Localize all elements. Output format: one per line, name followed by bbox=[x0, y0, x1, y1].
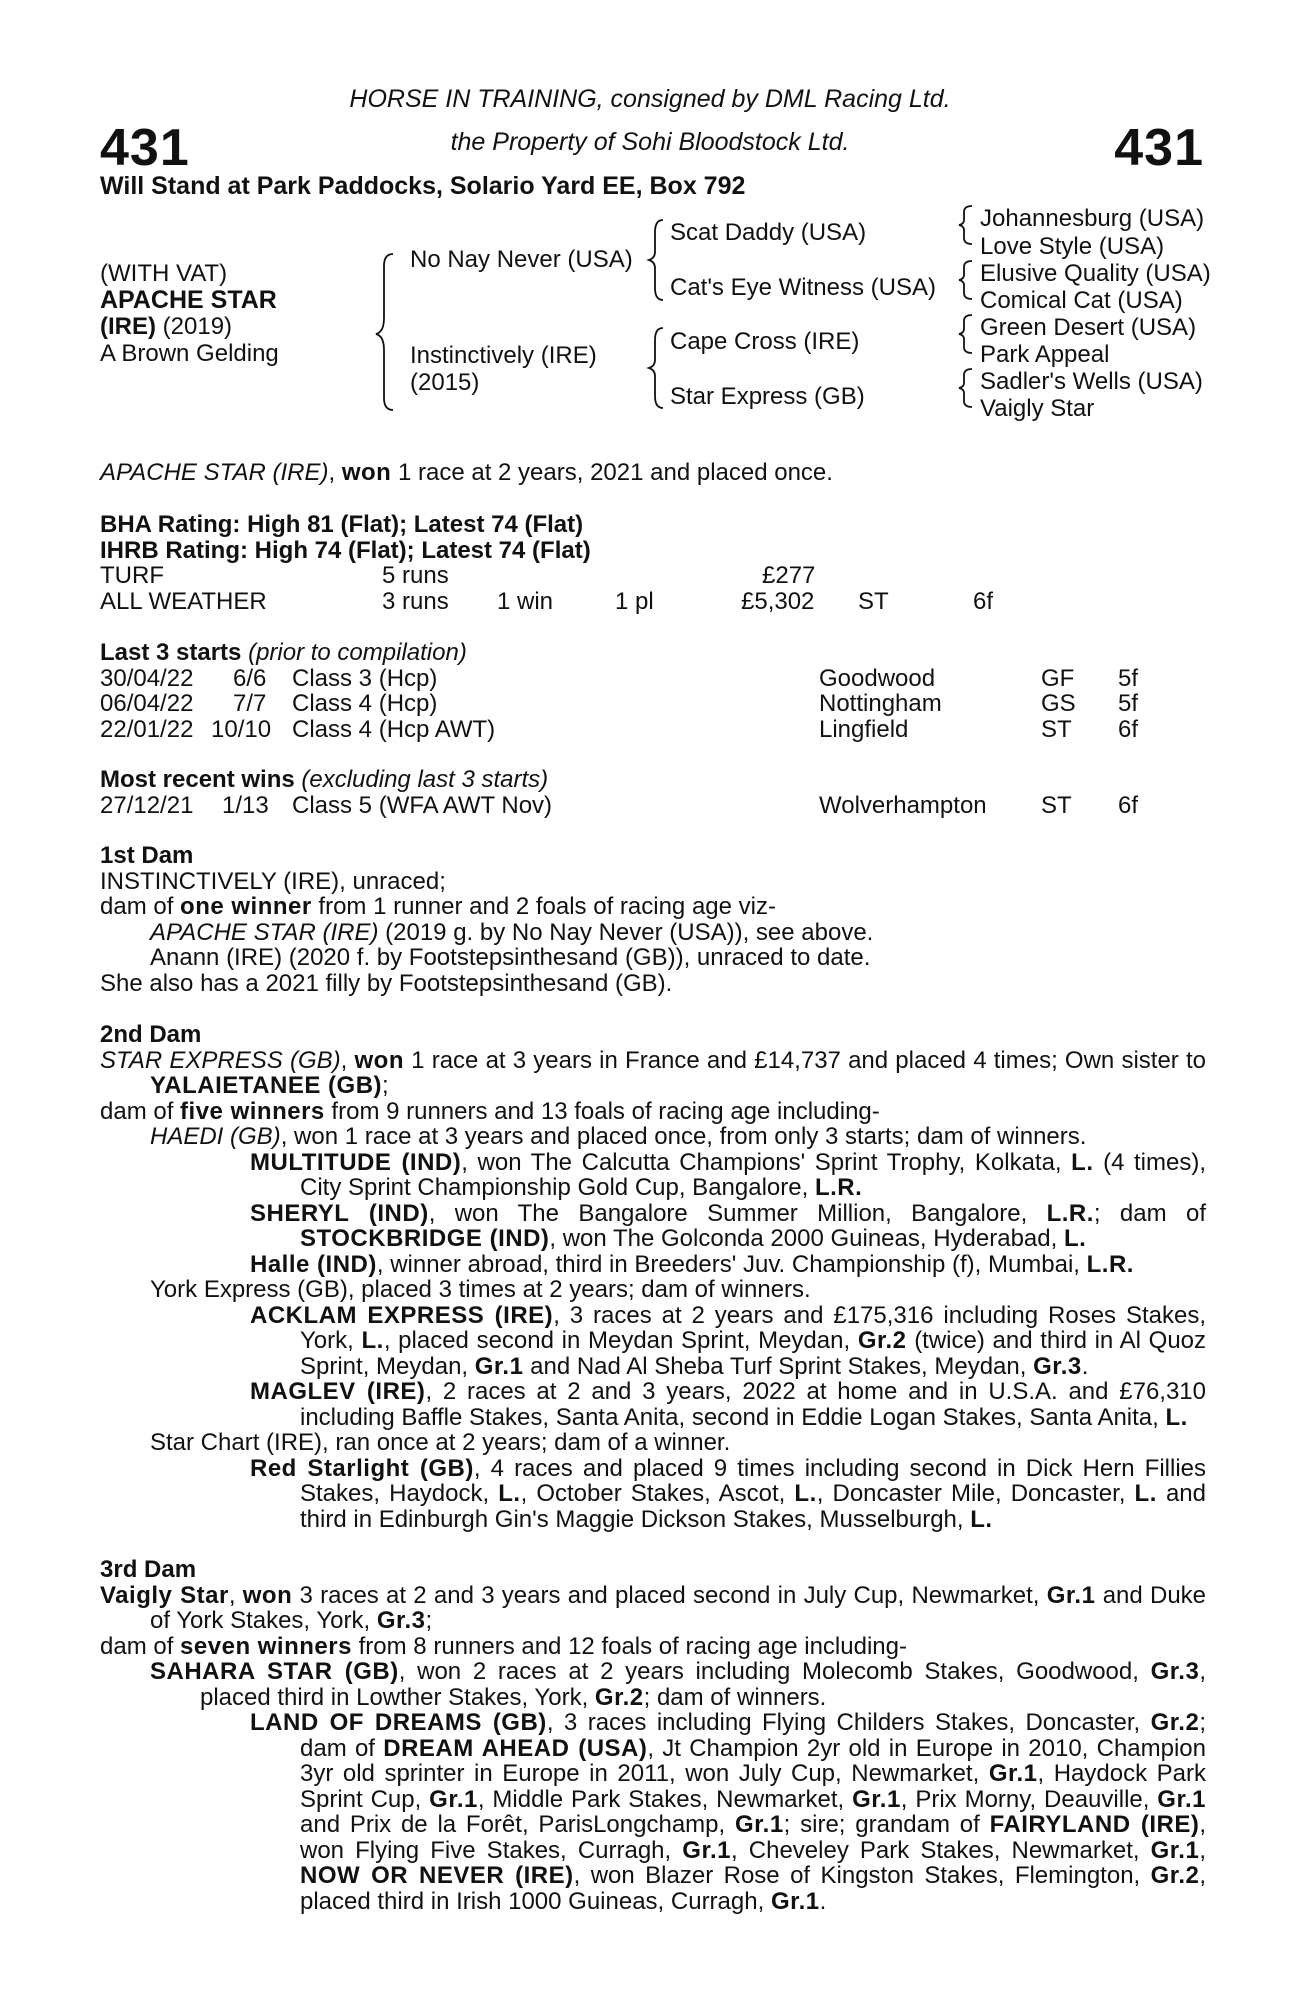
text: 3 races at 2 and 3 years and placed second in July Cup, Newmarket, bbox=[292, 1581, 1047, 1609]
race-grade: Gr.3 bbox=[1033, 1352, 1082, 1380]
win-going: ST bbox=[1041, 791, 1072, 819]
winner-count: five winners bbox=[180, 1097, 325, 1125]
text: and Prix de la Forêt, ParisLongchamp, bbox=[300, 1811, 735, 1838]
text: . bbox=[1081, 1352, 1089, 1380]
third-dam-section bbox=[100, 1557, 1206, 1914]
lot-number-left: 431 bbox=[100, 119, 190, 177]
record-going: ST bbox=[858, 587, 889, 615]
text: from 1 runner and 2 foals of racing age viz- bbox=[311, 893, 776, 920]
stand-location: Will Stand at Park Paddocks, Solario Yard EE, Box 792 bbox=[100, 172, 746, 200]
start-distance: 6f bbox=[1118, 715, 1139, 743]
start-distance: 5f bbox=[1118, 664, 1139, 692]
text: , bbox=[340, 1046, 355, 1074]
produce-detail: , won 1 race at 3 years and placed once, from only 3 starts; dam of winners. bbox=[280, 1123, 1087, 1150]
start-row bbox=[100, 666, 1206, 692]
text: , 3 races at 2 years and £175,316 including Roses Stakes, York, bbox=[300, 1301, 1207, 1354]
text: from 8 runners and 12 foals of racing age including- bbox=[351, 1632, 907, 1660]
last-starts bbox=[100, 640, 1206, 742]
text: (4 times), City Sprint Championship Gold Cup, Bangalore, bbox=[300, 1148, 1206, 1201]
race-grade: Gr.1 bbox=[429, 1785, 478, 1813]
pedigree-gen3-1: Johannesburg (USA) bbox=[980, 205, 1205, 232]
race-grade: Gr.2 bbox=[594, 1683, 644, 1711]
race-grade: Gr.1 bbox=[474, 1352, 524, 1380]
produce-name: Red Starlight (GB) bbox=[250, 1454, 474, 1482]
text: , won Flying Five Stakes, Curragh, bbox=[300, 1811, 1206, 1864]
win-distance: 6f bbox=[1118, 791, 1139, 819]
first-dam-produce bbox=[100, 894, 1206, 920]
race-grade: L. bbox=[498, 1480, 521, 1507]
produce-anann: Anann (IRE) (2020 f. by Footstepsinthesand (GB)), unraced to date. bbox=[150, 944, 871, 971]
race-summary: APACHE STAR (IRE), won 1 race at 2 years, 2021 and placed once. bbox=[100, 459, 833, 486]
pedigree-dam: Instinctively (IRE) bbox=[410, 342, 597, 369]
produce-name: MAGLEV (IRE) bbox=[250, 1378, 426, 1405]
consignment-line: HORSE IN TRAINING, consigned by DML Racing Ltd. bbox=[349, 85, 951, 113]
text: , won The Calcutta Champions' Sprint Trophy, Kolkata, bbox=[461, 1148, 1072, 1176]
record-wins: 1 win bbox=[497, 587, 554, 615]
start-position: 7/7 bbox=[233, 690, 267, 717]
start-going: ST bbox=[1041, 715, 1072, 743]
race-grade: L. bbox=[794, 1480, 817, 1507]
pedigree-sire-sire: Scat Daddy (USA) bbox=[670, 219, 867, 246]
produce-york-express: York Express (GB), placed 3 times at 2 years; dam of winners. bbox=[150, 1276, 811, 1303]
race-grade: Gr.3 bbox=[376, 1607, 426, 1634]
summary-won: won bbox=[341, 459, 392, 486]
win-date: 27/12/21 bbox=[100, 791, 194, 819]
first-dam-note: She also has a 2021 filly by Footstepsinthesand (GB). bbox=[100, 969, 673, 997]
record-runs: 5 runs bbox=[382, 562, 449, 589]
horse-name: APACHE STAR bbox=[100, 286, 277, 314]
record-surface: ALL WEATHER bbox=[100, 587, 267, 615]
text: (twice) and third in Al Quoz Sprint, Meydan, bbox=[300, 1327, 1207, 1380]
text: ; bbox=[425, 1607, 433, 1634]
pedigree-dam-dam: Star Express (GB) bbox=[670, 383, 865, 410]
record-distance: 6f bbox=[973, 587, 994, 615]
start-date: 06/04/22 bbox=[100, 690, 194, 717]
lot-number-right: 431 bbox=[1114, 119, 1204, 177]
start-row bbox=[100, 691, 1206, 717]
race-grade: Gr.1 bbox=[682, 1836, 731, 1864]
race-grade: L. bbox=[1063, 1225, 1087, 1252]
second-dam-heading: 2nd Dam bbox=[100, 1021, 202, 1048]
produce-name: STOCKBRIDGE (IND) bbox=[300, 1225, 550, 1252]
start-date: 22/01/22 bbox=[100, 715, 194, 743]
dam-name: Vaigly Star bbox=[100, 1581, 229, 1609]
win-class: Class 5 (WFA AWT Nov) bbox=[292, 791, 553, 819]
last-starts-heading: Last 3 starts bbox=[100, 639, 242, 666]
text: 1 race at 3 years in France and £14,737 and placed 4 times; Own sister to bbox=[404, 1046, 1206, 1074]
produce-acklam-express bbox=[100, 1303, 1206, 1380]
first-dam-section bbox=[100, 843, 1206, 996]
pedigree-gen3-7: Sadler's Wells (USA) bbox=[980, 368, 1203, 395]
sibling-name: YALAIETANEE (GB) bbox=[150, 1072, 383, 1099]
produce-haedi bbox=[100, 1124, 1206, 1150]
won-label: won bbox=[242, 1581, 293, 1609]
produce-name: SHERYL (IND) bbox=[250, 1199, 429, 1227]
property-line: the Property of Sohi Bloodstock Ltd. bbox=[450, 128, 850, 156]
produce-name: FAIRYLAND (IRE) bbox=[989, 1811, 1200, 1838]
third-dam-text bbox=[100, 1583, 1206, 1634]
race-grade: Gr.2 bbox=[1150, 1862, 1200, 1889]
produce-name: ACKLAM EXPRESS (IRE) bbox=[250, 1301, 554, 1329]
produce-halle bbox=[100, 1252, 1206, 1278]
summary-horse-name: APACHE STAR (IRE) bbox=[100, 459, 329, 486]
pedigree-gen3-2: Love Style (USA) bbox=[980, 233, 1165, 260]
text: and third in Edinburgh Gin's Maggie Dickson Stakes, Musselburgh, bbox=[300, 1480, 1207, 1533]
race-grade: Gr.2 bbox=[1150, 1709, 1200, 1736]
race-grade: L. bbox=[1071, 1148, 1094, 1176]
text: , placed third in Lowther Stakes, York, bbox=[200, 1658, 1206, 1711]
recent-wins-heading: Most recent wins bbox=[100, 766, 295, 793]
start-position: 10/10 bbox=[211, 715, 272, 743]
start-going: GS bbox=[1041, 690, 1076, 717]
pedigree-gen3-6: Park Appeal bbox=[980, 341, 1110, 368]
text: dam of bbox=[100, 1097, 181, 1125]
produce-sahara-star bbox=[100, 1659, 1206, 1710]
start-course: Lingfield bbox=[819, 715, 909, 743]
pedigree-dam-sire: Cape Cross (IRE) bbox=[670, 328, 860, 355]
text: , won The Bangalore Summer Million, Bangalore, bbox=[428, 1199, 1047, 1227]
race-grade: L. bbox=[1134, 1480, 1157, 1507]
produce-star-chart: Star Chart (IRE), ran once at 2 years; dam of a winner. bbox=[150, 1429, 731, 1456]
produce-apache-star bbox=[100, 920, 1206, 946]
dam-name: STAR EXPRESS (GB) bbox=[100, 1046, 341, 1074]
text: , placed third in Irish 1000 Guineas, Curragh, bbox=[300, 1862, 1207, 1915]
produce-name: HAEDI (GB) bbox=[150, 1123, 281, 1150]
race-grade: Gr.1 bbox=[734, 1811, 784, 1838]
text: ; dam of bbox=[300, 1709, 1206, 1762]
start-course: Nottingham bbox=[819, 690, 942, 717]
start-class: Class 3 (Hcp) bbox=[292, 664, 438, 692]
text: , Middle Park Stakes, Newmarket, bbox=[477, 1785, 853, 1813]
text: , placed second in Meydan Sprint, Meydan, bbox=[383, 1327, 858, 1354]
horse-description: A Brown Gelding bbox=[100, 340, 279, 367]
race-grade: L.R. bbox=[1046, 1199, 1094, 1227]
text: and Duke of York Stakes, York, bbox=[150, 1581, 1207, 1634]
race-grade: Gr.1 bbox=[1046, 1581, 1096, 1609]
text: , 4 races and placed 9 times including second in Dick Hern Fillies Stakes, Haydock, bbox=[300, 1454, 1206, 1507]
horse-year: (2019) bbox=[156, 313, 233, 340]
text: ; bbox=[382, 1072, 389, 1099]
recent-wins bbox=[100, 767, 1206, 818]
record-earnings: £5,302 bbox=[741, 587, 815, 615]
produce-name: Halle (IND) bbox=[250, 1250, 377, 1278]
text: , Cheveley Park Stakes, Newmarket, bbox=[731, 1836, 1151, 1864]
record-row-all-weather bbox=[100, 589, 1206, 615]
win-position: 1/13 bbox=[222, 791, 269, 819]
text: , October Stakes, Ascot, bbox=[520, 1480, 795, 1507]
produce-name: SAHARA STAR (GB) bbox=[150, 1658, 399, 1685]
pedigree-gen3-4: Comical Cat (USA) bbox=[980, 287, 1183, 314]
text: , 3 races including Flying Childers Stakes, Doncaster, bbox=[546, 1709, 1151, 1736]
first-dam-heading: 1st Dam bbox=[100, 842, 194, 869]
race-grade: Gr.1 bbox=[1150, 1836, 1200, 1864]
third-dam-produce bbox=[100, 1634, 1206, 1660]
produce-name: MULTITUDE (IND) bbox=[250, 1148, 462, 1176]
race-grade: Gr.1 bbox=[852, 1785, 901, 1813]
pedigree-sire-dam: Cat's Eye Witness (USA) bbox=[670, 274, 936, 301]
record-surface: TURF bbox=[100, 562, 164, 589]
second-dam-produce bbox=[100, 1099, 1206, 1125]
bha-rating: BHA Rating: High 81 (Flat); Latest 74 (Flat) bbox=[100, 511, 584, 538]
produce-red-starlight bbox=[100, 1456, 1206, 1533]
produce-maglev bbox=[100, 1379, 1206, 1430]
produce-name: APACHE STAR (IRE) bbox=[150, 918, 379, 946]
race-grade: L.R. bbox=[1086, 1250, 1134, 1278]
ihrb-rating: IHRB Rating: High 74 (Flat); Latest 74 (Flat) bbox=[100, 536, 591, 564]
record-placed: 1 pl bbox=[615, 587, 654, 615]
produce-detail: (2019 g. by No Nay Never (USA)), see above. bbox=[378, 918, 874, 946]
third-dam-heading: 3rd Dam bbox=[100, 1556, 197, 1583]
race-grade: Gr.1 bbox=[770, 1887, 820, 1915]
text: dam of bbox=[100, 893, 181, 920]
race-grade: L. bbox=[1165, 1403, 1188, 1431]
race-grade: L. bbox=[361, 1327, 384, 1354]
record-earnings: £277 bbox=[762, 562, 816, 589]
text: , 2 races at 2 and 3 years, 2022 at home and in U.S.A. and £76,310 including Baffle Stakes, Santa Anita, second in Eddie Logan Stakes, Santa Anita, bbox=[300, 1378, 1207, 1431]
pedigree-dam-year: (2015) bbox=[410, 369, 480, 396]
produce-land-of-dreams bbox=[100, 1710, 1206, 1914]
pedigree-gen3-3: Elusive Quality (USA) bbox=[980, 260, 1211, 287]
text: dam of bbox=[100, 1632, 181, 1660]
race-grade: Gr.1 bbox=[988, 1760, 1038, 1787]
text: . bbox=[819, 1887, 827, 1915]
start-class: Class 4 (Hcp) bbox=[292, 690, 438, 717]
text: from 9 runners and 13 foals of racing age including- bbox=[324, 1097, 880, 1125]
start-date: 30/04/22 bbox=[100, 664, 194, 692]
text: ; dam of winners. bbox=[643, 1683, 827, 1711]
winner-count: one winner bbox=[180, 893, 312, 920]
start-position: 6/6 bbox=[233, 664, 267, 692]
pedigree-gen3-8: Vaigly Star bbox=[980, 395, 1095, 422]
text: , Doncaster Mile, Doncaster, bbox=[816, 1480, 1135, 1507]
win-course: Wolverhampton bbox=[819, 791, 987, 819]
text: , won 2 races at 2 years including Molecomb Stakes, Goodwood, bbox=[398, 1658, 1151, 1685]
record-row-turf bbox=[100, 563, 1206, 589]
record-runs: 3 runs bbox=[382, 587, 449, 615]
won-label: won bbox=[354, 1046, 404, 1074]
start-class: Class 4 (Hcp AWT) bbox=[292, 715, 496, 743]
text: , won Blazer Rose of Kingston Stakes, Flemington, bbox=[573, 1862, 1151, 1889]
text: , Haydock Park Sprint Cup, bbox=[300, 1760, 1206, 1813]
text: , bbox=[228, 1581, 243, 1609]
start-course: Goodwood bbox=[819, 664, 936, 692]
text: , Jt Champion 2yr old in Europe in 2010, Champion 3yr old sprinter in Europe in 2011, won July Cup, Newmarket, bbox=[300, 1734, 1207, 1787]
ratings-record bbox=[100, 512, 1206, 614]
vat-status: (WITH VAT) bbox=[100, 260, 228, 287]
text: , won The Golconda 2000 Guineas, Hyderabad, bbox=[549, 1225, 1064, 1252]
winner-count: seven winners bbox=[180, 1632, 352, 1660]
produce-name: DREAM AHEAD (USA) bbox=[383, 1734, 648, 1762]
start-going: GF bbox=[1041, 664, 1075, 692]
pedigree-sire: No Nay Never (USA) bbox=[410, 246, 633, 273]
text: and Nad Al Sheba Turf Sprint Stakes, Meydan, bbox=[523, 1352, 1034, 1380]
last-starts-note: (prior to compilation) bbox=[241, 639, 467, 666]
produce-name: NOW OR NEVER (IRE) bbox=[300, 1862, 574, 1889]
second-dam-text bbox=[100, 1048, 1206, 1099]
start-distance: 5f bbox=[1118, 690, 1139, 717]
race-grade: Gr.1 bbox=[1157, 1785, 1206, 1813]
race-grade: Gr.2 bbox=[857, 1327, 907, 1354]
text: , Prix Morny, Deauville, bbox=[900, 1785, 1158, 1813]
text: ; sire; grandam of bbox=[783, 1811, 990, 1838]
horse-country: (IRE) bbox=[100, 313, 156, 340]
race-grade: L.R. bbox=[814, 1174, 863, 1201]
text: ; dam of bbox=[1093, 1199, 1206, 1227]
first-dam-text: INSTINCTIVELY (IRE), unraced; bbox=[100, 867, 446, 895]
pedigree-gen3-5: Green Desert (USA) bbox=[980, 314, 1197, 341]
race-grade: L. bbox=[970, 1505, 993, 1533]
win-row bbox=[100, 793, 1206, 819]
produce-sheryl bbox=[100, 1201, 1206, 1252]
start-row bbox=[100, 717, 1206, 743]
text: , winner abroad, third in Breeders' Juv. Championship (f), Mumbai, bbox=[376, 1250, 1087, 1278]
second-dam-section bbox=[100, 1022, 1206, 1532]
summary-text: 1 race at 2 years, 2021 and placed once. bbox=[391, 459, 833, 486]
race-grade: Gr.3 bbox=[1150, 1658, 1200, 1685]
recent-wins-note: (excluding last 3 starts) bbox=[294, 766, 549, 793]
produce-name: LAND OF DREAMS (GB) bbox=[250, 1709, 547, 1736]
text: , bbox=[1199, 1836, 1206, 1864]
produce-multitude bbox=[100, 1150, 1206, 1201]
